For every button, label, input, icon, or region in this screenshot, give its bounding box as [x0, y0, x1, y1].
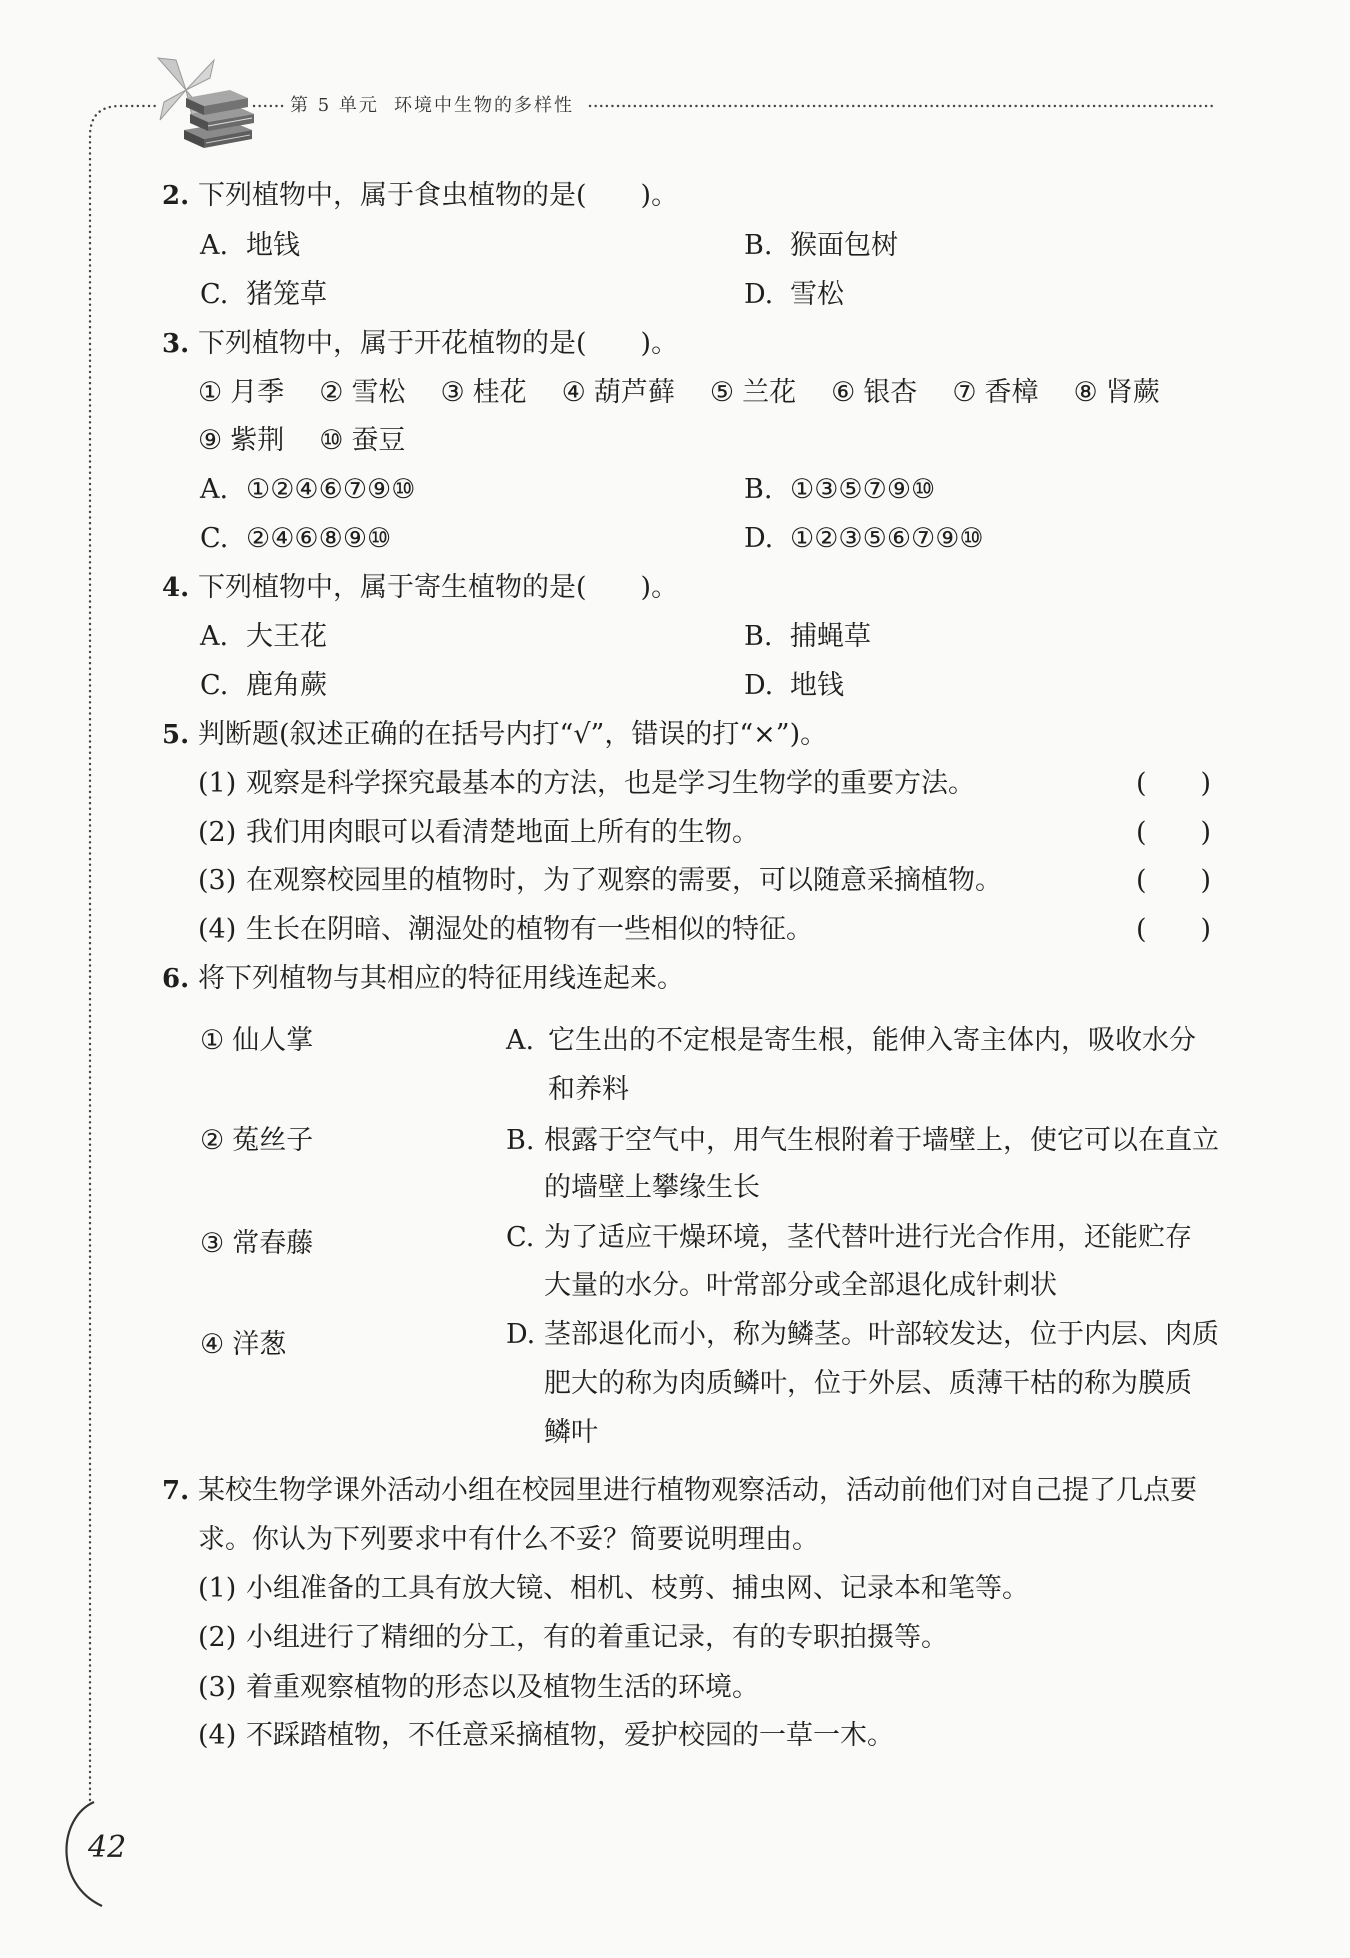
item-text: 小组进行了精细的分工，有的着重记录，有的专职拍摄等。 — [246, 1622, 948, 1653]
question-number: 2. — [162, 181, 190, 211]
item-label: (2) — [198, 1622, 237, 1653]
item-label: (1) — [198, 1573, 237, 1604]
item-text: 不踩踏植物，不任意采摘植物，爱护校园的一草一木。 — [246, 1720, 894, 1751]
item-label: (3) — [198, 1672, 237, 1703]
item-mark: ⑧ — [1073, 377, 1098, 408]
option-label: D. — [744, 279, 774, 310]
feature-label: B. — [506, 1125, 535, 1156]
plant-name: 菟丝子 — [232, 1125, 314, 1156]
plant-item — [562, 373, 675, 413]
option-text: ①③⑤⑦⑨⑩ — [790, 474, 936, 505]
plant-name: 洋葱 — [232, 1329, 287, 1360]
feature-label: A. — [506, 1025, 535, 1056]
item-mark: ① — [200, 1025, 225, 1056]
item-mark: ① — [198, 377, 223, 408]
feature-text-line: 根露于空气中，用气生根附着于墙壁上，使它可以在直立 — [544, 1125, 1219, 1156]
feature-label: C. — [506, 1222, 535, 1253]
item-mark: ③ — [200, 1228, 225, 1259]
feature-text-line: 鳞叶 — [544, 1417, 598, 1448]
option-label: A. — [200, 474, 229, 505]
option-text: ②④⑥⑧⑨⑩ — [246, 523, 392, 554]
option-text: 雪松 — [790, 279, 844, 310]
plant-name: 蚕豆 — [351, 425, 406, 456]
statement-text: 生长在阴暗、潮湿处的植物有一些相似的特征。 — [246, 914, 813, 945]
unit-label: 第 5 单元 — [290, 95, 379, 116]
question-stem: 将下列植物与其相应的特征用线连起来。 — [198, 963, 684, 994]
plant-name: 银杏 — [863, 377, 918, 408]
plant-list-row — [198, 421, 405, 461]
statement-label: (4) — [198, 914, 237, 945]
statement-label: (3) — [198, 865, 237, 896]
question-number: 3. — [162, 329, 190, 359]
item-mark: ② — [200, 1125, 225, 1156]
option-text: 猴面包树 — [790, 230, 898, 261]
plant-name: 常春藤 — [232, 1228, 314, 1259]
feature-text-line: 茎部退化而小，称为鳞茎。叶部较发达，位于内层、肉质 — [544, 1319, 1219, 1350]
plant-name: 肾蕨 — [1105, 377, 1160, 408]
plant-item — [952, 373, 1038, 413]
option-text: 猪笼草 — [246, 279, 327, 310]
option-text: 地钱 — [246, 230, 300, 261]
plant-name: 葫芦藓 — [593, 377, 675, 408]
item-text: 小组准备的工具有放大镜、相机、枝剪、捕虫网、记录本和笔等。 — [246, 1573, 1029, 1604]
match-plant — [200, 1021, 313, 1061]
plant-name: 仙人掌 — [232, 1025, 314, 1056]
option-text: ①②④⑥⑦⑨⑩ — [246, 474, 416, 505]
plant-name: 香樟 — [984, 377, 1039, 408]
plant-name: 兰花 — [742, 377, 797, 408]
feature-text-line: 肥大的称为肉质鳞叶，位于外层、质薄干枯的称为膜质 — [544, 1368, 1192, 1399]
item-mark: ⑨ — [198, 425, 223, 456]
item-mark: ④ — [200, 1329, 225, 1360]
statement-label: (2) — [198, 817, 237, 848]
plant-item — [831, 373, 917, 413]
books-pinwheel-icon — [158, 58, 254, 148]
plant-name: 雪松 — [351, 377, 406, 408]
option-label: B. — [744, 621, 773, 652]
statement-label: (1) — [198, 768, 237, 799]
plant-item — [198, 421, 284, 461]
option-text: 地钱 — [790, 670, 844, 701]
option-label: C. — [200, 523, 229, 554]
question-stem: 下列植物中，属于开花植物的是( )。 — [198, 328, 679, 359]
match-plant — [200, 1224, 313, 1264]
answer-blank: ( ) — [1136, 914, 1212, 945]
match-plant — [200, 1121, 313, 1161]
plant-item — [440, 373, 526, 413]
option-label: C. — [200, 279, 229, 310]
plant-name: 月季 — [230, 377, 285, 408]
plant-list-row — [198, 373, 1160, 413]
plant-item — [319, 373, 405, 413]
option-label: D. — [744, 523, 774, 554]
plant-item — [710, 373, 796, 413]
option-label: B. — [744, 474, 773, 505]
plant-item — [319, 421, 405, 461]
feature-text-line: 的墙壁上攀缘生长 — [544, 1172, 760, 1203]
item-mark: ⑤ — [709, 377, 735, 408]
item-mark: ⑦ — [952, 377, 977, 408]
item-mark: ⑩ — [319, 425, 344, 456]
plant-item — [1074, 373, 1160, 413]
item-label: (4) — [198, 1720, 237, 1751]
answer-blank: ( ) — [1136, 768, 1212, 799]
item-mark: ② — [319, 377, 344, 408]
question-number: 5. — [162, 720, 190, 750]
match-plant — [200, 1325, 286, 1365]
option-label: B. — [744, 230, 773, 261]
feature-text-line: 它生出的不定根是寄生根，能伸入寄主体内，吸收水分 — [548, 1025, 1196, 1056]
statement-text: 在观察校园里的植物时，为了观察的需要，可以随意采摘植物。 — [246, 865, 1002, 896]
question-number: 7. — [162, 1476, 190, 1506]
question-stem: 下列植物中，属于食虫植物的是( )。 — [198, 180, 679, 211]
answer-blank: ( ) — [1136, 865, 1212, 896]
option-label: A. — [200, 621, 229, 652]
question-stem-line: 某校生物学课外活动小组在校园里进行植物观察活动，活动前他们对自己提了几点要 — [198, 1475, 1197, 1506]
question-stem: 下列植物中，属于寄生植物的是( )。 — [198, 572, 679, 603]
plant-name: 桂花 — [472, 377, 527, 408]
item-text: 着重观察植物的形态以及植物生活的环境。 — [246, 1672, 759, 1703]
option-label: A. — [200, 230, 229, 261]
option-label: D. — [744, 670, 774, 701]
item-mark: ④ — [561, 377, 586, 408]
question-stem: 判断题(叙述正确的在括号内打“√”，错误的打“×”)。 — [198, 719, 828, 750]
item-mark: ⑥ — [831, 377, 856, 408]
feature-text-line: 为了适应干燥环境，茎代替叶进行光合作用，还能贮存 — [544, 1222, 1192, 1253]
option-text: 大王花 — [246, 621, 327, 652]
feature-text-line: 和养料 — [548, 1074, 629, 1105]
plant-name: 紫荆 — [230, 425, 285, 456]
item-mark: ③ — [440, 377, 465, 408]
feature-label: D. — [506, 1319, 536, 1350]
answer-blank: ( ) — [1136, 817, 1212, 848]
option-label: C. — [200, 670, 229, 701]
unit-title: 环境中生物的多样性 — [394, 95, 574, 116]
question-number: 4. — [162, 573, 190, 603]
page-number: 42 — [88, 1830, 127, 1865]
statement-text: 我们用肉眼可以看清楚地面上所有的生物。 — [246, 817, 759, 848]
question-stem-line: 求。你认为下列要求中有什么不妥？简要说明理由。 — [198, 1524, 819, 1555]
feature-text-line: 大量的水分。叶常部分或全部退化成针刺状 — [544, 1270, 1057, 1301]
option-text: 捕蝇草 — [790, 621, 871, 652]
option-text: ①②③⑤⑥⑦⑨⑩ — [790, 523, 984, 554]
plant-item — [198, 373, 284, 413]
option-text: 鹿角蕨 — [246, 670, 327, 701]
statement-text: 观察是科学探究最基本的方法，也是学习生物学的重要方法。 — [246, 768, 975, 799]
question-number: 6. — [162, 964, 190, 994]
